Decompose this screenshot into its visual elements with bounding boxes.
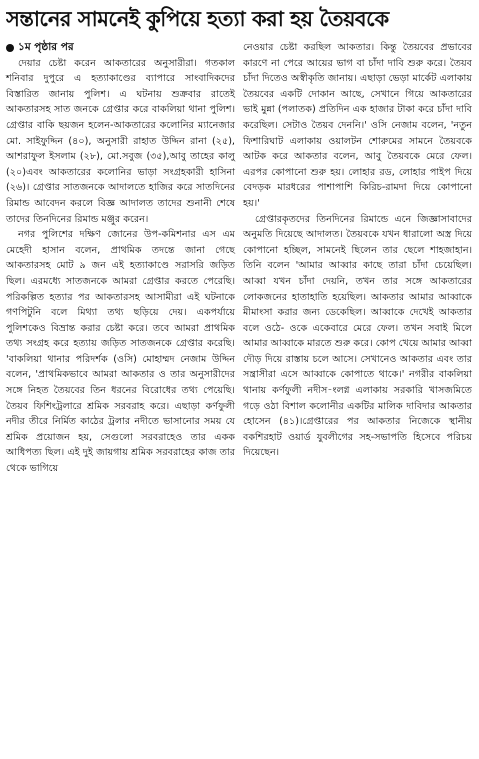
paragraph: গ্রেপ্তারকৃতদের তিনদিনের রিমান্ডে এনে জিজ্ঞাসাবাদের অনুমতি দিয়েছে আদালত। তৈয়বকে যখন ধারালো অস্ত্র দিয়ে কোপানো হচ্ছিল, সামনেই ছিলেন তার ছেলে শাহজাহান। তিনি বলেন 'আমার আব্বার কাছে তারা চাঁদা চেয়েছিল। আব্বা যখন চাঁদা দেয়নি, তখন তার সঙ্গে আকতারের লোকজনের হাতাহাতি হয়েছিল। আকতার আমার আব্বাকে মীমাংসা করার জন্য ডেকেছিল। আব্বাকে দেখেই আকতার বলে ওঠে- ওকে একেবারে মেরে ফেল। তখন সবাই মিলে আমার আব্বাকে মারতে শুরু করে। কোপ খেয়ে আমার আব্বা দৌড় দিয়ে রাস্তায় চলে আসে। সেখানেও আকতার এবং তার সন্ত্রাসীরা এসে আব্বাকে কোপাতে থাকে।' নগরীর বাকলিয়া থানায় কর্ণফুলী নদীস-ংলগ্ন এলাকায় সরকারি খাসজমিতে গড়ে ওঠা বিশাল কলোনীর একটির মালিক দাবিদার আকতার হোসেন (৪১)।গ্রেপ্তারের পর আকতার নিজেকে স্থানীয় বকশিরহাট ওয়ার্ড যুবলীগের সহ-সভাপতি হিসেবে পরিচয় দিয়েছেন।: [243, 213, 472, 459]
paragraph: দেয়ার চেষ্টা করেন আকতারের অনুসারীরা। গতকাল শনিবার দুপুরে এ হত্যাকাণ্ডের ব্যাপারে সাংবাদিকদের বিস্তারিত জানায় পুলিশ। এ ঘটনায় শুক্রবার রাতেই আকতারসহ সাত জনকে গ্রেপ্তার করে বাকলিয়া থানা পুলিশ। গ্রেপ্তার বাকি ছয়জন হলেন-আকতারের কলোনির ম্যানেজার মো. সাইফুদ্দিন (৪০), অনুসারী রাহাত উদ্দিন রানা (২৫), আশরাফুল ইসলাম (২৮), মো.সবুজ (৩৫),আবু তাহের কালু (২০)এবং আকতারের কলোনির ভাড়া সংগ্রহকারী হাসিনা (২৬)। গ্রেপ্তার সাতজনকে আদালতে হাজির করে সাতদিনের রিমান্ড আবেদন করলে বিজ্ঞ আদালত তাদের শুনানী শেষে তাদের তিনদিনের রিমান্ড মঞ্জুর করেন।: [6, 57, 235, 225]
headline: সন্তানের সামনেই কুপিয়ে হত্যা করা হয় তৈয়বকে: [6, 7, 389, 31]
jump-label: ১ম পৃষ্ঠার পর: [18, 41, 74, 53]
article-columns: [6, 40, 473, 477]
continuation-marker: [6, 40, 235, 56]
bullet-icon: [6, 44, 14, 52]
paragraph: নেওয়ার চেষ্টা করছিল আকতার। কিন্তু তৈয়বের প্রভাবের কারণে না পেরে আয়ের ভাগ বা চাঁদা দাবি শুরু করে। তৈয়ব চাঁদা দিতেও অস্বীকৃতি জানায়। এছাড়া ভেড়া মার্কেট এলাকায় তৈয়বের একটি দোকান আছে, সেখানে গিয়ে আকতারের ভাই মুন্না (পলাতক) প্রতিদিন এক হাজার টাকা করে চাঁদা দাবি করেছিল। সেটাও তৈয়ব দেননি।' ওসি নেজাম বলেন, 'নতুন ফিশারিঘাট এলাকায় ওয়ালটন শোরুমের সামনে তৈয়বকে আটক করে আকতার বলেন, আবু তৈয়বকে মেরে ফেল। এরপর কোপানো শুরু হয়। লোহার রড, লোহার পাইপ দিয়ে বেদড়ক মারধরের পাশাপাশি কিরিচ-রামদা দিয়ে কোপানো হয়।': [243, 42, 472, 209]
left-column: [6, 40, 235, 477]
paragraph: নগর পুলিশের দক্ষিণ জোনের উপ-কমিশনার এস এম মেহেদী হাসান বলেন, প্রাথমিক তদন্তে জানা গেছে আকতারসহ মোট ৯ জন এই হত্যাকাণ্ডে সরাসরি জড়িত ছিল। এরমধ্যে সাতজনকে আমরা গ্রেপ্তার করতে পেরেছি। পরিকল্পিত হত্যার পর আকতারসহ আসামীরা এই ঘটনাকে গণপিটুনি বলে মিথ্যা তথ্য ছড়িয়ে দেয়। একপর্যায়ে পুলিশকেও বিভ্রান্ত করার চেষ্টা করে। তবে আমরা প্রাথমিক তথ্য সংগ্রহ করে হত্যায় জড়িত সাতজনকে গ্রেপ্তার করেছি। 'বাকলিয়া থানার পরিদর্শক (ওসি) মোহাম্মদ নেজাম উদ্দিন বলেন, 'প্রাথমিকভাবে আমরা আকতার ও তার অনুসারীদের সঙ্গে নিহত তৈয়বের তিন ধরনের বিরোধের তথ্য পেয়েছি। তৈয়ব ফিশিংট্রলারে শ্রমিক সরবরাহ করে। এছাড়া কর্ণফুলী নদীর তীরে নির্মিত কাঠের ট্রলার নদীতে ভাসানোর সময় যে শ্রমিক প্রয়োজন হয়, সেগুলো সরবরাহেও তার একক আধিপত্য ছিল। এই দুই জায়গায় শ্রমিক সরবরাহের কাজ তার থেকে ভাগিয়ে: [6, 229, 235, 475]
right-column: [243, 40, 472, 477]
